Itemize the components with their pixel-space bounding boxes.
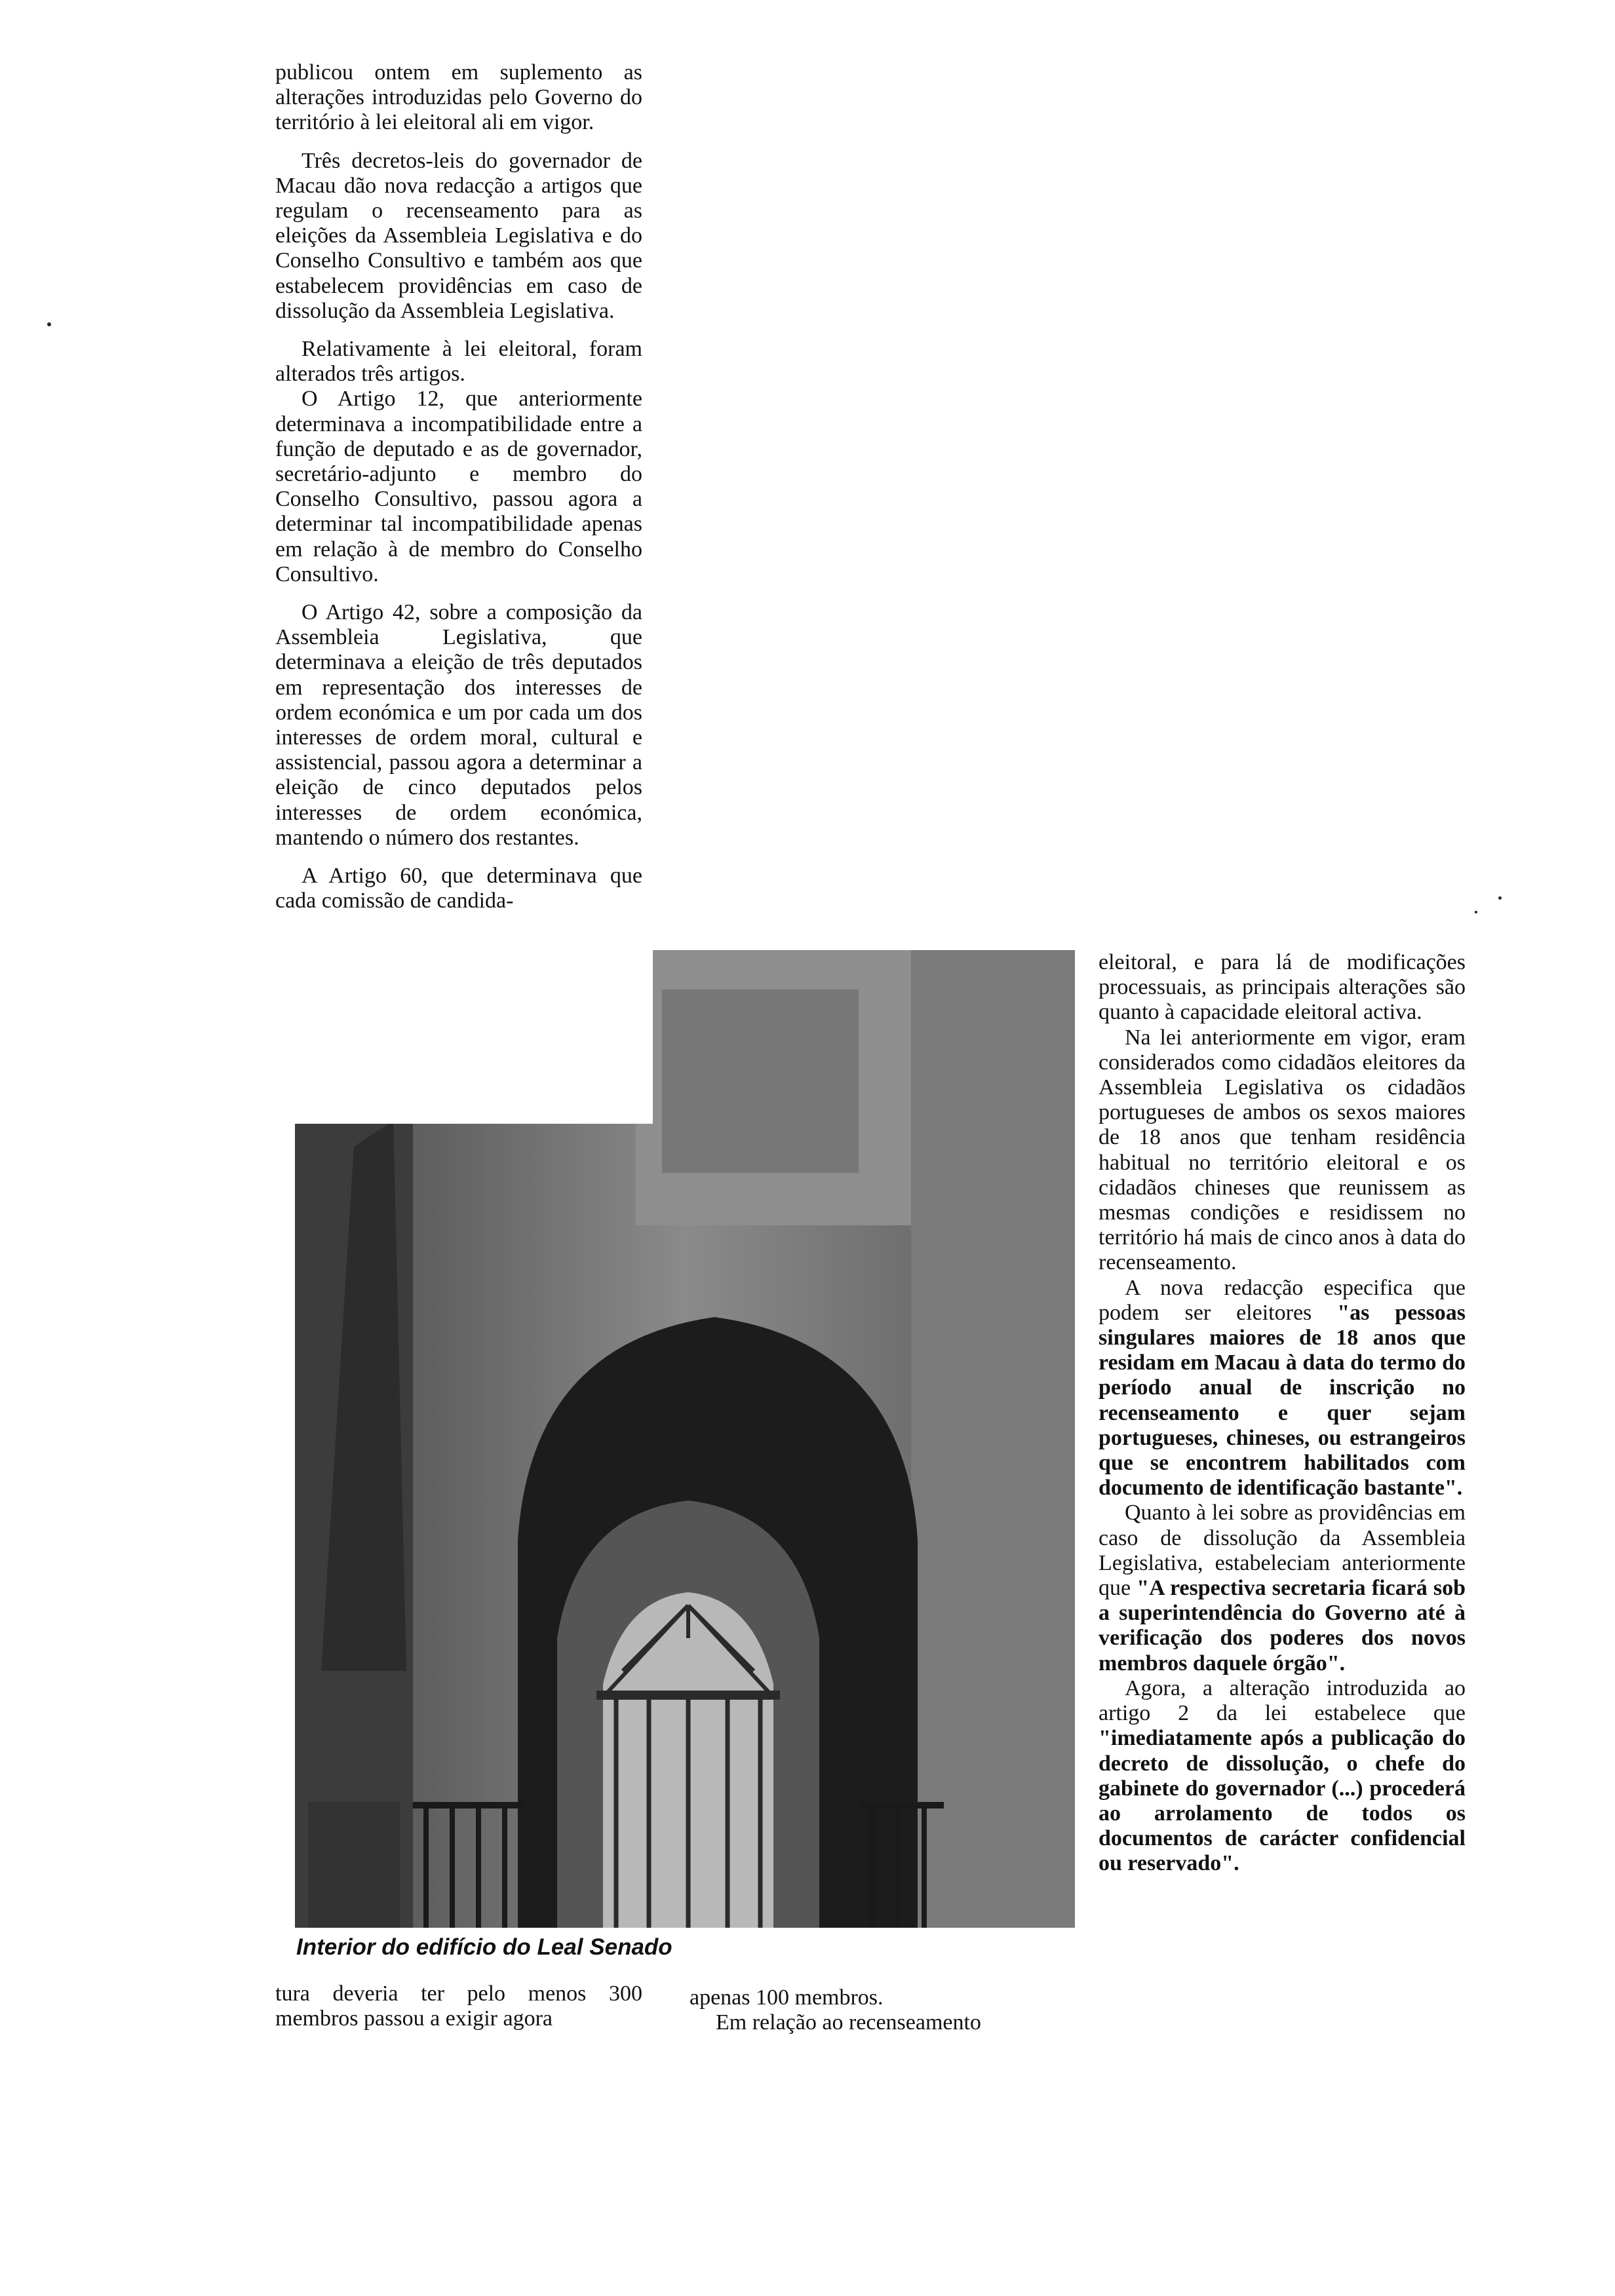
article-column-left bbox=[275, 60, 642, 914]
paragraph: Em relação ao recenseamento bbox=[716, 2010, 981, 2035]
scan-speck bbox=[1498, 896, 1502, 900]
paragraph-plain: Quanto à lei sobre as providências em caso de dissolução da Assembleia Legislativa, estabeleciam anteriormente que bbox=[1099, 1501, 1466, 1601]
scan-speck bbox=[1475, 911, 1477, 913]
paragraph bbox=[1099, 1676, 1466, 1877]
paragraph bbox=[1099, 1501, 1466, 1675]
quote-bold: "A respectiva secretaria ficará sob a superintendência do Governo até à verificação dos poderes dos novos membros daquele órgão". bbox=[1099, 1576, 1466, 1675]
paragraph: Três decretos-leis do governador de Macau dão nova redacção a artigos que regulam o recenseamento para as eleições da Assembleia Legislativa e do Conselho Consultivo e também aos que estabelecem providências em caso de dissolução da Assembleia Legislativa. bbox=[275, 148, 642, 323]
paragraph: Na lei anteriormente em vigor, eram considerados como cidadãos eleitores da Assembleia Legislativa os cidadãos portugueses de ambos os sexos maiores de 18 anos que tenham residência habitual no território eleitoral e os cidadãos chineses que reunissem as mesmas condições e residissem no território há mais de cinco anos à data do recenseamento. bbox=[1099, 1025, 1466, 1275]
article-column-left-continuation bbox=[275, 1981, 642, 2031]
paragraph-plain: A nova redacção especifica que podem ser eleitores bbox=[1099, 1275, 1466, 1325]
article-column-middle bbox=[690, 1985, 1076, 2035]
paragraph: O Artigo 42, sobre a composição da Assembleia Legislativa, que determinava a eleição de três deputados em representação dos interesses de ordem económica e um por cada um dos interesses de ordem moral, cultural e assistencial, passou agora a determinar a eleição de cinco deputados pelos interesses de ordem económica, mantendo o número dos restantes. bbox=[275, 600, 642, 850]
article-column-right bbox=[1099, 950, 1466, 1877]
paragraph: tura deveria ter pelo menos 300 membros passou a exigir agora bbox=[275, 1981, 642, 2031]
photo-notch bbox=[295, 944, 653, 1124]
paragraph: A Artigo 60, que determinava que cada comissão de candida- bbox=[275, 864, 642, 913]
paragraph: publicou ontem em suplemento as alterações introduzidas pelo Governo do território à lei eleitoral ali em vigor. bbox=[275, 60, 642, 135]
paragraph: apenas 100 membros. bbox=[690, 1985, 884, 2010]
paragraph-plain: Agora, a alteração introduzida ao artigo 2 da lei estabelece que bbox=[1099, 1675, 1466, 1726]
paragraph: Relativamente à lei eleitoral, foram alterados três artigos. bbox=[275, 337, 642, 387]
scan-speck bbox=[47, 322, 51, 326]
quote-bold: "as pessoas singulares maiores de 18 anos que residam em Macau à data do termo do período anual de inscrição no recenseamento e quer sejam portugueses, chineses, ou estrangeiros que se encontrem habilitados com documento de identificação bastante". bbox=[1099, 1300, 1466, 1501]
quote-bold: "imediatamente após a publicação do decreto de dissolução, o chefe do gabinete do governador (...) procederá ao arrolamento de todos os documentos de carácter confidencial ou reservado". bbox=[1099, 1726, 1466, 1876]
paragraph: eleitoral, e para lá de modificações processuais, as principais alterações são quanto à capacidade eleitoral activa. bbox=[1099, 950, 1466, 1025]
photo-caption: Interior do edifício do Leal Senado bbox=[296, 1934, 672, 1960]
paragraph: O Artigo 12, que anteriormente determinava a incompatibilidade entre a função de deputado e as de governador, secretário-adjunto e membro do Conselho Consultivo, passou agora a determinar tal incompatibilidade apenas em relação à de membro do Conselho Consultivo. bbox=[275, 387, 642, 586]
paragraph bbox=[1099, 1276, 1466, 1501]
